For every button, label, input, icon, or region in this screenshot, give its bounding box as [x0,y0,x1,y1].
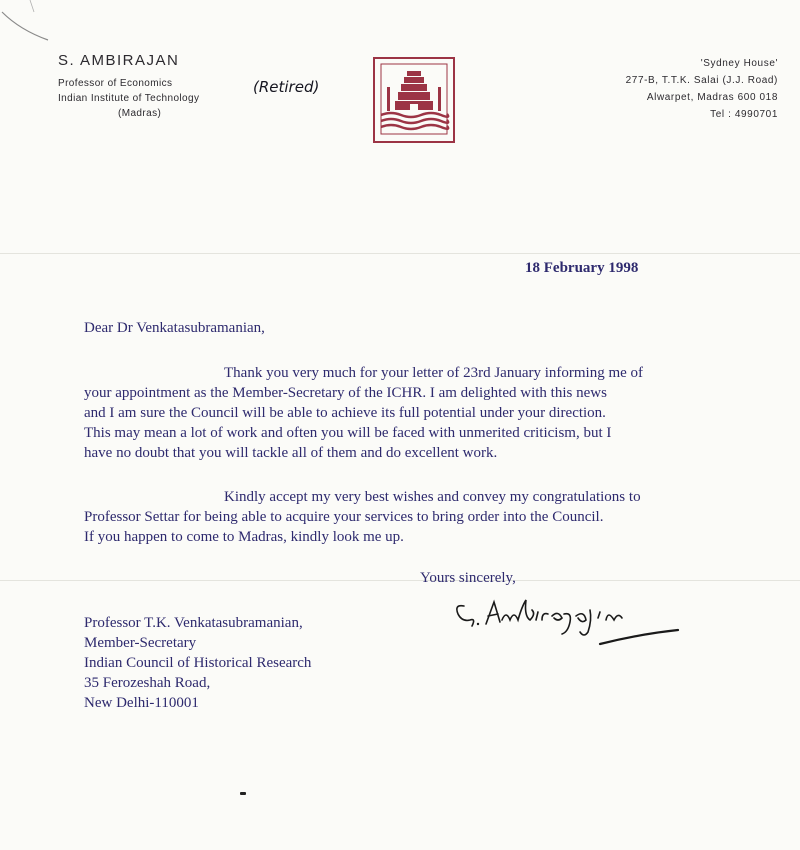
sender-title: Professor of Economics [58,78,173,89]
temple-logo [373,57,455,143]
paper-fold-line [0,253,800,254]
address-house: 'Sydney House' [700,58,778,69]
paper-corner-mark [0,0,60,45]
address-street: 277-B, T.T.K. Salai (J.J. Road) [625,75,778,86]
recipient-name: Professor T.K. Venkatasubramanian, [84,615,303,631]
paragraph-line: your appointment as the Member-Secretary of the ICHR. I am delighted with this news [84,385,607,401]
paragraph-line: and I am sure the Council will be able to achieve its full potential under your direction. [84,405,606,421]
paragraph-line: Kindly accept my very best wishes and convey my congratulations to [224,489,641,505]
ink-speck [240,792,246,795]
sender-institute-city: (Madras) [118,108,162,119]
sender-name: S. AMBIRAJAN [58,52,180,69]
letterhead-sender [58,52,320,119]
handwritten-signature [450,592,685,657]
sender-institute: Indian Institute of Technology [58,93,200,104]
paragraph-line: have no doubt that you will tackle all of them and do excellent work. [84,445,498,461]
recipient-street: 35 Ferozeshah Road, [84,675,211,691]
letterhead-address [626,58,778,126]
paragraph-line: If you happen to come to Madras, kindly look me up. [84,529,404,545]
body-paragraph-1 [84,363,724,463]
recipient-position: Member-Secretary [84,635,197,651]
letter-date: 18 February 1998 [525,260,639,276]
body-paragraph-2 [84,487,724,547]
paper-fold-line [0,580,800,581]
address-phone: Tel : 4990701 [710,109,778,120]
handwritten-retired-note: (Retired) [253,78,320,96]
recipient-address [84,613,311,713]
recipient-organization: Indian Council of Historical Research [84,655,312,671]
recipient-city: New Delhi-110001 [84,695,199,711]
paragraph-line: Professor Settar for being able to acquire your services to bring order into the Council. [84,509,604,525]
closing: Yours sincerely, [420,570,516,586]
salutation: Dear Dr Venkatasubramanian, [84,320,265,336]
paragraph-line: This may mean a lot of work and often you will be faced with unmerited criticism, but I [84,425,612,441]
paragraph-line: Thank you very much for your letter of 23rd January informing me of [224,365,644,381]
address-city: Alwarpet, Madras 600 018 [646,92,778,103]
